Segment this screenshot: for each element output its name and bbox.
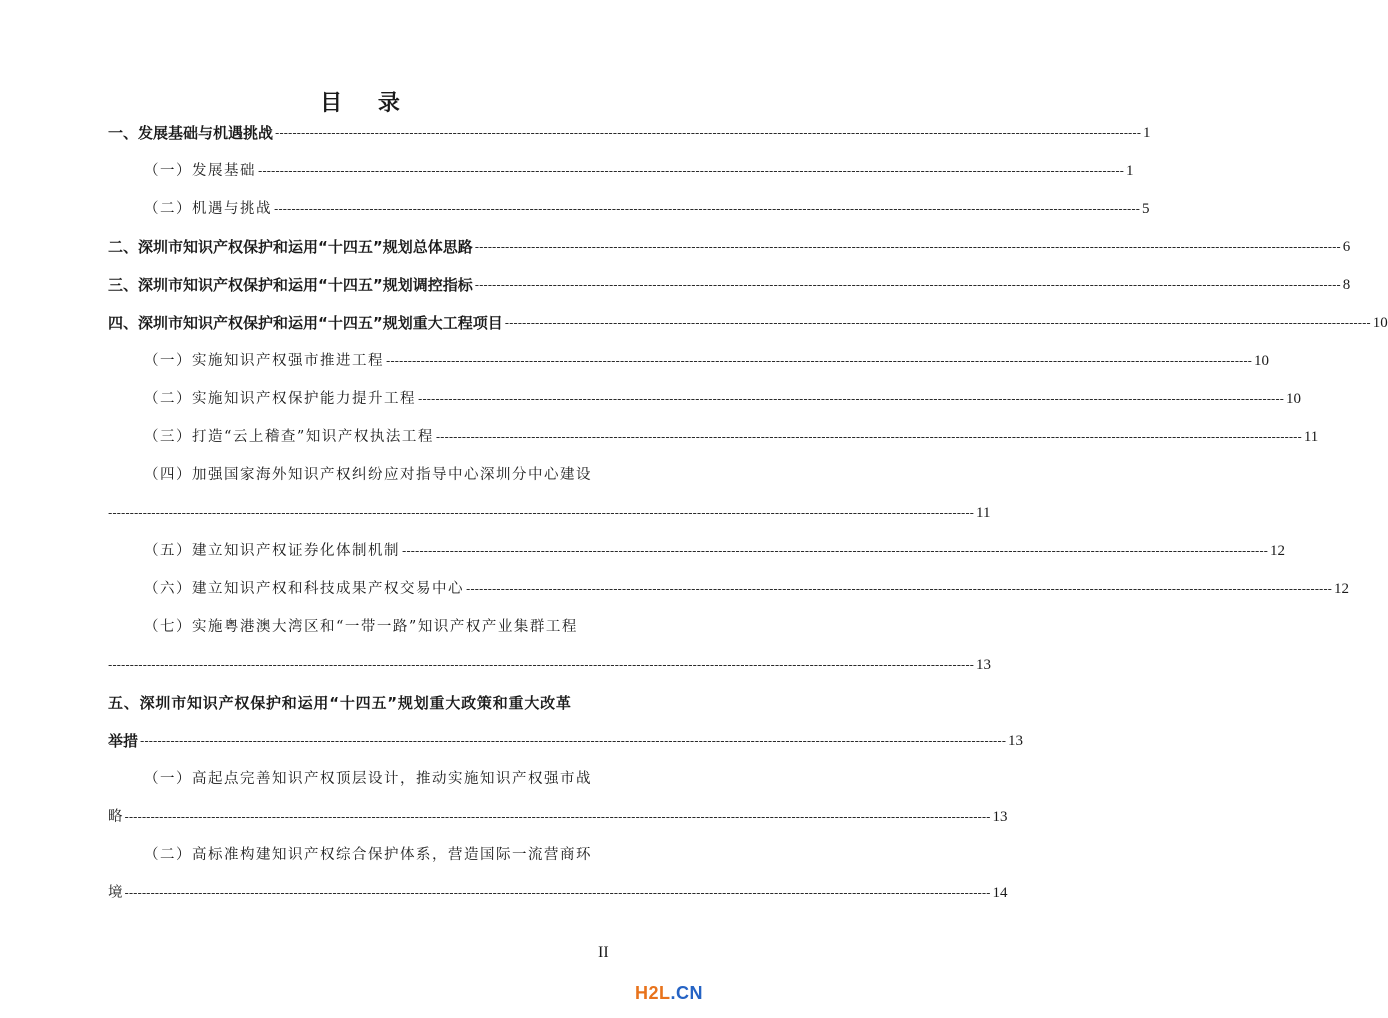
dot-leader: --------------------------------------------------------------------------------------------------------------------------------------------------------------------------------------------------------: [124, 886, 991, 900]
toc-entry-1-1[interactable]: [108, 158, 1134, 184]
watermark-part-2: .CN: [670, 983, 704, 1003]
toc-page-number: 10: [1372, 315, 1388, 331]
toc-page-number: 13: [992, 809, 1008, 825]
toc-entry-text: 二、深圳市知识产权保护和运用“十四五”规划总体思路: [108, 238, 473, 256]
toc-page-number: 12: [1334, 581, 1350, 597]
toc-entry-4-7[interactable]: [108, 652, 992, 678]
toc-page-number: 12: [1270, 543, 1286, 559]
toc-entry-5-2-text[interactable]: （二）高标准构建知识产权综合保护体系，营造国际一流营商环: [144, 847, 592, 863]
toc-entry-text: 四、深圳市知识产权保护和运用“十四五”规划重大工程项目: [108, 314, 503, 332]
toc-entry-5-text[interactable]: 五、深圳市知识产权保护和运用“十四五”规划重大政策和重大改革: [108, 694, 572, 712]
toc-entry-5-1[interactable]: [108, 804, 1008, 830]
toc-entry-3[interactable]: [108, 272, 1351, 298]
toc-page-number: 11: [1303, 429, 1319, 445]
toc-page-number: 8: [1342, 277, 1351, 293]
toc-entry-4-3[interactable]: [108, 424, 1319, 450]
toc-entry-5-1-text[interactable]: （一）高起点完善知识产权顶层设计，推动实施知识产权强市战: [144, 771, 592, 787]
dot-leader: --------------------------------------------------------------------------------------------------------------------------------------------------------------------------------------------------------: [435, 430, 1302, 444]
toc-entry-4-2[interactable]: [108, 386, 1302, 412]
toc-entry-2[interactable]: [108, 234, 1351, 260]
toc-entry-4-4[interactable]: [108, 500, 991, 526]
toc-entry-text: （一）发展基础: [144, 163, 256, 179]
toc-entry-4-6[interactable]: [108, 576, 1350, 602]
toc-entry-4-4-text[interactable]: （四）加强国家海外知识产权纠纷应对指导中心深圳分中心建设: [144, 467, 592, 483]
page-title: 目 录: [320, 91, 414, 116]
toc-page-number: 5: [1142, 201, 1150, 217]
dot-leader: --------------------------------------------------------------------------------------------------------------------------------------------------------------------------------------------------------: [108, 506, 975, 520]
toc-entry-text: （一）实施知识产权强市推进工程: [144, 353, 384, 369]
dot-leader: --------------------------------------------------------------------------------------------------------------------------------------------------------------------------------------------------------: [140, 734, 1007, 748]
toc-entry-text: 三、深圳市知识产权保护和运用“十四五”规划调控指标: [108, 276, 473, 294]
dot-leader: --------------------------------------------------------------------------------------------------------------------------------------------------------------------------------------------------------: [275, 126, 1142, 140]
toc-page-number: 14: [992, 885, 1008, 901]
site-watermark: [635, 983, 703, 1004]
dot-leader: --------------------------------------------------------------------------------------------------------------------------------------------------------------------------------------------------------: [466, 582, 1333, 596]
dot-leader: --------------------------------------------------------------------------------------------------------------------------------------------------------------------------------------------------------: [504, 316, 1371, 330]
toc-entry-text: （二）实施知识产权保护能力提升工程: [144, 391, 416, 407]
toc-page-number: 6: [1342, 239, 1351, 255]
toc-entry-text-cont: 境: [108, 885, 123, 901]
toc-entry-text: （五）建立知识产权证券化体制机制: [144, 543, 400, 559]
toc-entry-text-cont: 略: [108, 809, 123, 825]
toc-page-number: 11: [976, 505, 991, 521]
toc-entry-5-2[interactable]: [108, 880, 1008, 906]
toc-entry-5[interactable]: [108, 728, 1024, 754]
watermark-part-1: H2L: [635, 983, 671, 1003]
toc-entry-text: （三）打造“云上稽查”知识产权执法工程: [144, 429, 434, 445]
toc-entry-4-7-text[interactable]: （七）实施粤港澳大湾区和“一带一路”知识产权产业集群工程: [144, 619, 578, 635]
dot-leader: --------------------------------------------------------------------------------------------------------------------------------------------------------------------------------------------------------: [474, 278, 1341, 292]
toc-entry-1[interactable]: [108, 120, 1151, 146]
toc-entry-4-5[interactable]: [108, 538, 1286, 564]
toc-page-number: 10: [1254, 353, 1270, 369]
toc-page-number: 1: [1126, 163, 1134, 179]
toc-entry-4[interactable]: [108, 310, 1388, 336]
toc-page-number: 10: [1286, 391, 1302, 407]
page-number-roman: II: [598, 944, 609, 961]
dot-leader: --------------------------------------------------------------------------------------------------------------------------------------------------------------------------------------------------------: [124, 810, 991, 824]
toc-entry-text: （二）机遇与挑战: [144, 201, 272, 217]
dot-leader: --------------------------------------------------------------------------------------------------------------------------------------------------------------------------------------------------------: [402, 544, 1269, 558]
toc-page-number: 1: [1143, 125, 1151, 141]
dot-leader: --------------------------------------------------------------------------------------------------------------------------------------------------------------------------------------------------------: [108, 658, 975, 672]
toc-entry-4-1[interactable]: [108, 348, 1270, 374]
toc-entry-text-cont: 举措: [108, 732, 139, 750]
toc-entry-text: 一、发展基础与机遇挑战: [108, 124, 274, 142]
toc-entry-text: （六）建立知识产权和科技成果产权交易中心: [144, 581, 464, 597]
dot-leader: --------------------------------------------------------------------------------------------------------------------------------------------------------------------------------------------------------: [386, 354, 1253, 368]
dot-leader: --------------------------------------------------------------------------------------------------------------------------------------------------------------------------------------------------------: [474, 240, 1341, 254]
dot-leader: --------------------------------------------------------------------------------------------------------------------------------------------------------------------------------------------------------: [258, 164, 1125, 178]
toc-page-number: 13: [1008, 733, 1024, 749]
dot-leader: --------------------------------------------------------------------------------------------------------------------------------------------------------------------------------------------------------: [274, 202, 1141, 216]
dot-leader: --------------------------------------------------------------------------------------------------------------------------------------------------------------------------------------------------------: [418, 392, 1285, 406]
toc-page-number: 13: [976, 657, 992, 673]
toc-entry-1-2[interactable]: [108, 196, 1150, 222]
